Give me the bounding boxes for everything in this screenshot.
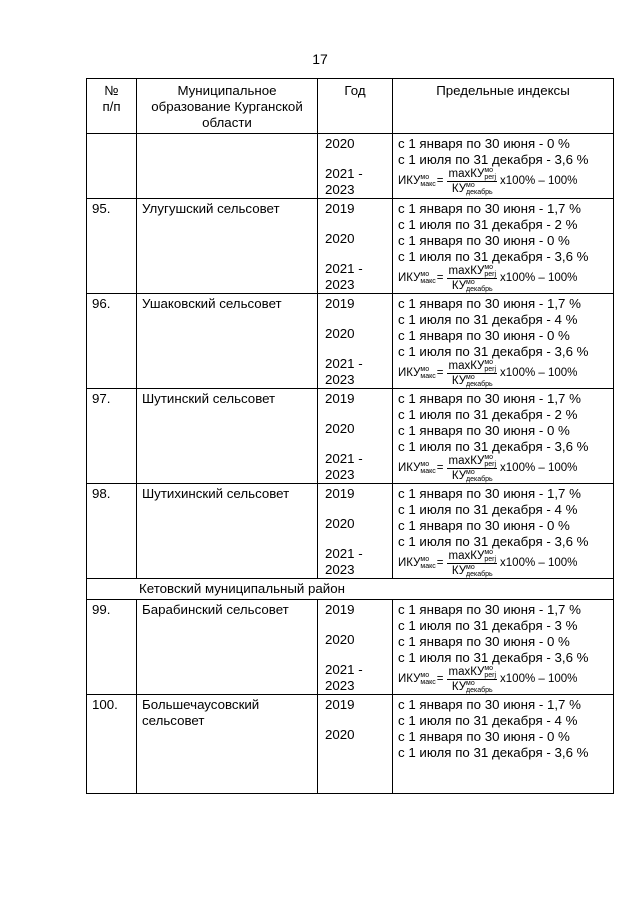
table-row-continuation bbox=[87, 134, 614, 199]
year-2021: 2021 - bbox=[325, 546, 363, 561]
cell-year bbox=[318, 695, 393, 794]
formula-lhs: ИКУ мо макс bbox=[398, 460, 436, 475]
table-row bbox=[87, 484, 614, 579]
index-line: с 1 января по 30 июня - 1,7 % bbox=[398, 391, 581, 406]
year-2020: 2020 bbox=[325, 136, 355, 151]
cell-index bbox=[393, 695, 614, 794]
cell-num: 98. bbox=[87, 484, 137, 579]
formula-tail: x100% – 100% bbox=[500, 557, 578, 569]
year-2021: 2021 - bbox=[325, 356, 363, 371]
cell-name: Шутинский сельсовет bbox=[137, 389, 318, 484]
cell-year bbox=[318, 199, 393, 294]
index-line: с 1 июля по 31 декабря - 4 % bbox=[398, 502, 578, 517]
year-2020: 2020 bbox=[325, 326, 355, 341]
formula-lhs: ИКУ мо макс bbox=[398, 270, 436, 285]
cell-name bbox=[137, 134, 318, 199]
index-line: с 1 июля по 31 декабря - 3,6 % bbox=[398, 152, 589, 167]
header-mo-line2: образование Курганской bbox=[151, 99, 303, 114]
year-2023: 2023 bbox=[325, 372, 355, 387]
district-heading: Кетовский муниципальный район bbox=[87, 579, 614, 600]
index-line: с 1 июля по 31 декабря - 3,6 % bbox=[398, 439, 589, 454]
index-line: с 1 января по 30 июня - 1,7 % bbox=[398, 486, 581, 501]
year-2019: 2019 bbox=[325, 486, 355, 501]
year-2019: 2019 bbox=[325, 602, 355, 617]
index-line: с 1 января по 30 июня - 1,7 % bbox=[398, 201, 581, 216]
index-line: с 1 января по 30 июня - 1,7 % bbox=[398, 602, 581, 617]
year-2020: 2020 bbox=[325, 632, 355, 647]
page-number: 17 bbox=[312, 51, 328, 67]
index-formula: ИКУ мо макс = maxКУ мо perj КУ мо декабрь x100% – 100% bbox=[398, 166, 578, 196]
index-line: с 1 июля по 31 декабря - 4 % bbox=[398, 312, 578, 327]
header-mo-line3: области bbox=[202, 115, 252, 130]
index-formula: ИКУ мо макс = maxКУ мо perj КУ мо декабрь x100% – 100% bbox=[398, 664, 578, 694]
cell-year bbox=[318, 294, 393, 389]
formula-tail: x100% – 100% bbox=[500, 367, 578, 379]
formula-tail: x100% – 100% bbox=[500, 272, 578, 284]
cell-name: Барабинский сельсовет bbox=[137, 600, 318, 695]
formula-fraction: maxКУ мо perj КУ мо декабрь bbox=[448, 548, 497, 578]
cell-index bbox=[393, 199, 614, 294]
cell-year bbox=[318, 600, 393, 695]
formula-tail: x100% – 100% bbox=[500, 462, 578, 474]
tariff-index-table bbox=[86, 78, 614, 794]
header-num-line2: п/п bbox=[102, 99, 121, 114]
cell-num: 95. bbox=[87, 199, 137, 294]
year-2023: 2023 bbox=[325, 182, 355, 197]
header-num-line1: № bbox=[104, 83, 119, 98]
index-line: с 1 января по 30 июня - 0 % bbox=[398, 729, 570, 744]
index-line: с 1 января по 30 июня - 0 % bbox=[398, 233, 570, 248]
index-line: с 1 января по 30 июня - 0 % bbox=[398, 328, 570, 343]
cell-name: Шутихинский сельсовет bbox=[137, 484, 318, 579]
index-line: с 1 января по 30 июня - 0 % bbox=[398, 518, 570, 533]
year-2021: 2021 - bbox=[325, 662, 363, 677]
cell-num: 96. bbox=[87, 294, 137, 389]
cell-index bbox=[393, 389, 614, 484]
year-2020: 2020 bbox=[325, 727, 355, 742]
year-2019: 2019 bbox=[325, 391, 355, 406]
index-formula: ИКУ мо макс = maxКУ мо perj КУ мо декабрь x100% – 100% bbox=[398, 548, 578, 578]
index-line: с 1 июля по 31 декабря - 3 % bbox=[398, 618, 578, 633]
cell-index bbox=[393, 134, 614, 199]
index-formula: ИКУ мо макс = maxКУ мо perj КУ мо декабрь x100% – 100% bbox=[398, 358, 578, 388]
cell-year bbox=[318, 389, 393, 484]
year-2019: 2019 bbox=[325, 296, 355, 311]
cell-year bbox=[318, 484, 393, 579]
cell-name: Улугушский сельсовет bbox=[137, 199, 318, 294]
header-num bbox=[87, 79, 137, 134]
formula-lhs: ИКУ мо макс bbox=[398, 365, 436, 380]
formula-lhs: ИКУ мо макс bbox=[398, 671, 436, 686]
index-formula: ИКУ мо макс = maxКУ мо perj КУ мо декабрь x100% – 100% bbox=[398, 453, 578, 483]
header-index: Предельные индексы bbox=[393, 79, 614, 134]
year-2019: 2019 bbox=[325, 697, 355, 712]
table-row bbox=[87, 294, 614, 389]
header-year: Год bbox=[318, 79, 393, 134]
index-line: с 1 июля по 31 декабря - 3,6 % bbox=[398, 534, 589, 549]
formula-fraction: maxКУ мо perj КУ мо декабрь bbox=[448, 166, 497, 196]
index-line: с 1 июля по 31 декабря - 4 % bbox=[398, 713, 578, 728]
index-formula: ИКУ мо макс = maxКУ мо perj КУ мо декабрь x100% – 100% bbox=[398, 263, 578, 293]
district-row bbox=[87, 579, 614, 600]
table-row-100 bbox=[87, 695, 614, 794]
formula-fraction: maxКУ мо perj КУ мо декабрь bbox=[448, 358, 497, 388]
year-2021: 2021 - bbox=[325, 451, 363, 466]
header-mo-line1: Муниципальное bbox=[177, 83, 277, 98]
year-2023: 2023 bbox=[325, 277, 355, 292]
cell-num: 97. bbox=[87, 389, 137, 484]
year-2021: 2021 - bbox=[325, 261, 363, 276]
index-line: с 1 января по 30 июня - 0 % bbox=[398, 634, 570, 649]
formula-fraction: maxКУ мо perj КУ мо декабрь bbox=[448, 453, 497, 483]
table-row-99 bbox=[87, 600, 614, 695]
index-line: с 1 июля по 31 декабря - 3,6 % bbox=[398, 745, 589, 760]
index-line: с 1 июля по 31 декабря - 2 % bbox=[398, 407, 578, 422]
cell-num: 100. bbox=[87, 695, 137, 794]
year-2023: 2023 bbox=[325, 678, 355, 693]
name-line1: Большечаусовский bbox=[142, 697, 260, 712]
formula-lhs: ИКУ мо макс bbox=[398, 173, 436, 188]
year-2023: 2023 bbox=[325, 562, 355, 577]
year-2019: 2019 bbox=[325, 201, 355, 216]
cell-name bbox=[137, 695, 318, 794]
index-line: с 1 июля по 31 декабря - 3,6 % bbox=[398, 249, 589, 264]
index-line: с 1 января по 30 июня - 1,7 % bbox=[398, 296, 581, 311]
year-2023: 2023 bbox=[325, 467, 355, 482]
formula-tail: x100% – 100% bbox=[500, 175, 578, 187]
year-2021: 2021 - bbox=[325, 166, 363, 181]
formula-tail: x100% – 100% bbox=[500, 673, 578, 685]
table-header-row bbox=[87, 79, 614, 134]
formula-fraction: maxКУ мо perj КУ мо декабрь bbox=[448, 263, 497, 293]
table-row bbox=[87, 199, 614, 294]
cell-index bbox=[393, 600, 614, 695]
year-2020: 2020 bbox=[325, 231, 355, 246]
formula-lhs: ИКУ мо макс bbox=[398, 555, 436, 570]
cell-num bbox=[87, 134, 137, 199]
index-line: с 1 января по 30 июня - 1,7 % bbox=[398, 697, 581, 712]
cell-year bbox=[318, 134, 393, 199]
table-row bbox=[87, 389, 614, 484]
index-line: с 1 июля по 31 декабря - 2 % bbox=[398, 217, 578, 232]
year-2020: 2020 bbox=[325, 421, 355, 436]
header-municipality bbox=[137, 79, 318, 134]
index-line: с 1 июля по 31 декабря - 3,6 % bbox=[398, 650, 589, 665]
index-line: с 1 января по 30 июня - 0 % bbox=[398, 136, 570, 151]
formula-fraction: maxКУ мо perj КУ мо декабрь bbox=[448, 664, 497, 694]
cell-name: Ушаковский сельсовет bbox=[137, 294, 318, 389]
index-line: с 1 июля по 31 декабря - 3,6 % bbox=[398, 344, 589, 359]
cell-num: 99. bbox=[87, 600, 137, 695]
cell-index bbox=[393, 484, 614, 579]
index-line: с 1 января по 30 июня - 0 % bbox=[398, 423, 570, 438]
name-line2: сельсовет bbox=[142, 713, 205, 728]
year-2020: 2020 bbox=[325, 516, 355, 531]
cell-index bbox=[393, 294, 614, 389]
